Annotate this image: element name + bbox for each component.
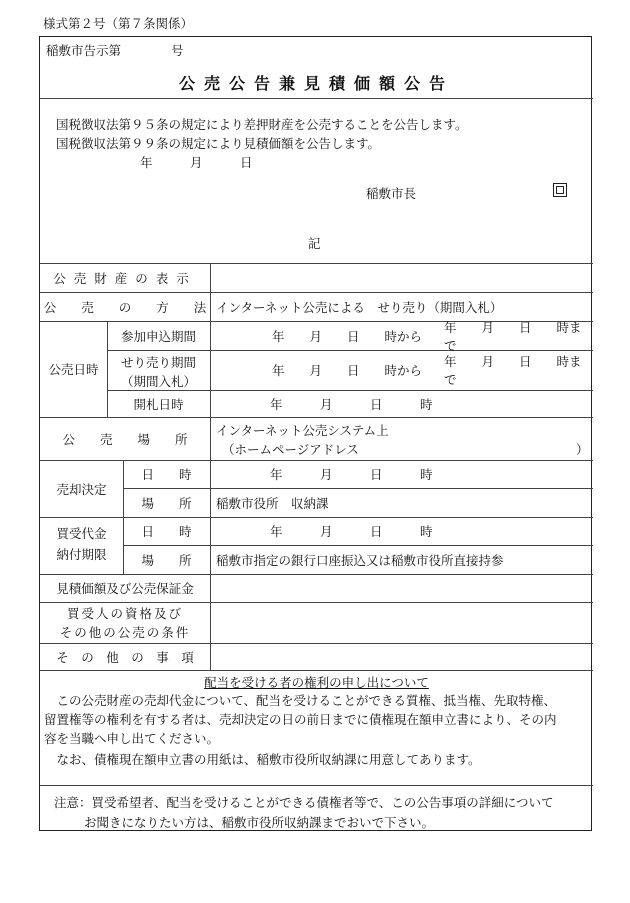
place-value-1: インターネット公売システム上 <box>216 423 389 438</box>
footer-line-1: 注意：買受希望者、配当を受けることができる債権者等で、この公告事項の詳細について <box>54 795 554 810</box>
form-number: 様式第２号（第７条関係） <box>43 16 194 31</box>
decision-datetime: 年 月 日 時 <box>270 467 433 482</box>
bidding-from: 年 月 日 時から <box>272 363 423 378</box>
divider <box>40 98 593 99</box>
payment-label-2: 納付期限 <box>56 547 107 562</box>
place-value-2: （ホームページアドレス <box>222 442 359 457</box>
place-value-close: ） <box>576 442 589 457</box>
payment-label-1: 買受代金 <box>56 526 107 541</box>
schedule-label: 公売日時 <box>48 362 99 377</box>
notice-paragraph-1-line-1: この公売財産の売却代金について、配当を受けることができる質権、抵当権、先取特権、 <box>44 693 557 708</box>
application-from: 年 月 日 時から <box>272 328 423 344</box>
payment-datetime: 年 月 日 時 <box>270 524 433 539</box>
payment-datetime-label: 日 時 <box>141 524 192 539</box>
payment-place: 稲敷市指定の銀行口座振込又は稲敷市役所直接持参 <box>216 552 504 568</box>
notice-paragraph-1-line-2: 留置権等の権利を有する者は、売却決定の日の前日までに債権現在額申立書により、その内 <box>44 712 557 727</box>
decision-datetime-label: 日 時 <box>141 467 192 482</box>
application-to: 年 月 日 時まで <box>444 319 582 353</box>
notice-number: 稲敷市告示第 号 <box>46 43 184 58</box>
opening-label: 開札日時 <box>133 396 184 412</box>
issuer: 稲敷市長 <box>366 186 417 201</box>
ki-mark: 記 <box>308 236 321 251</box>
property-label: 公売財産の表示 <box>53 270 197 286</box>
notice-date: 年 月 日 <box>140 155 253 170</box>
bidding-to: 年 月 日 時まで <box>444 354 582 387</box>
payment-place-label: 場 所 <box>141 552 192 568</box>
intro-line-2: 国税徴収法第９９条の規定により見積価額を公告します。 <box>56 136 381 151</box>
decision-place-label: 場 所 <box>141 495 192 511</box>
footer-line-2: お聞きになりたい方は、稲敷市役所収納課までおいで下さい。 <box>84 815 435 830</box>
qualification-label-1: 買受人の資格及び <box>66 606 183 621</box>
notice-title-text: 配当を受ける者の権利の申し出について <box>204 675 429 690</box>
notice-paragraph-1-line-3: 容を当職へ申し出てください。 <box>44 731 220 746</box>
decision-label: 売却決定 <box>56 481 107 497</box>
notice-title <box>40 673 593 691</box>
place-label: 公 売 場 所 <box>62 431 188 447</box>
opening-value: 年 月 日 時 <box>270 396 433 412</box>
estimate-label: 見積価額及び公売保証金 <box>56 581 194 596</box>
seal-mark <box>553 183 567 197</box>
row-line <box>40 785 593 786</box>
method-label: 公 売 の 方 法 <box>43 299 207 315</box>
qualification-label-2: その他の公売の条件 <box>59 625 191 640</box>
row-line <box>40 602 593 603</box>
bidding-label-2: （期間入札） <box>120 374 196 389</box>
method-value: インターネット公売による せり売り（期間入札） <box>216 299 503 315</box>
notice-paragraph-2: なお、債権現在額申立書の用紙は、稲敷市役所収納課に用意してあります。 <box>44 752 481 767</box>
page-title: 公売公告兼見積価額公告 <box>178 74 454 93</box>
notice-frame <box>39 36 592 831</box>
application-label: 参加申込期間 <box>120 328 196 344</box>
decision-place: 稲敷市役所 収納課 <box>216 495 329 511</box>
bidding-label-1: せり売り期間 <box>120 355 196 370</box>
intro-line-1: 国税徴収法第９５条の規定により差押財産を公売することを公告します。 <box>56 117 468 132</box>
column-line <box>210 263 211 670</box>
row-line <box>40 670 593 671</box>
other-label: そ の 他 の 事 項 <box>56 649 194 665</box>
